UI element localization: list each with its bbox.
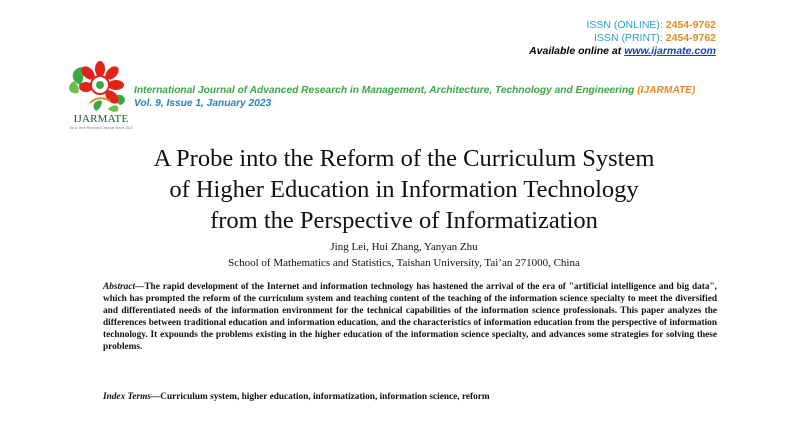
journal-volume: Vol. 9, Issue 1, January 2023 <box>134 98 272 109</box>
issn-print-label: ISSN (PRINT): <box>594 32 666 44</box>
journal-name-line <box>134 84 695 97</box>
issn-online <box>529 19 716 32</box>
flower-logo-icon <box>66 55 136 115</box>
journal-abbreviation: (IJARMATE) <box>637 85 696 96</box>
journal-website-link[interactable]: www.ijarmate.com <box>624 45 716 57</box>
index-terms-heading: Index Terms <box>103 392 151 402</box>
index-terms-text: —Curriculum system, higher education, informatization, information science, reform <box>150 392 490 402</box>
journal-name: International Journal of Advanced Research in Management, Architecture, Technology and Engineering <box>134 85 638 96</box>
paper-authors: Jing Lei, Hui Zhang, Yanyan Zhu <box>330 241 478 253</box>
issn-online-value: 2454-9762 <box>665 19 716 31</box>
title-line: of Higher Education in Information Technology <box>169 176 639 203</box>
journal-logo <box>66 55 136 135</box>
available-online-label: Available online at <box>529 45 625 57</box>
logo-brand-text: IJARMATE <box>73 113 129 125</box>
issn-print <box>529 32 716 45</box>
paper-affiliation: School of Mathematics and Statistics, Taishan University, Tai’an 271000, China <box>228 257 580 269</box>
abstract-text: —The rapid development of the Internet and information technology has hastened the arrival of the era of "artificial intelligence and big data", which has prompted the reform of the curriculum system and teaching content of the teaching of the information science specialty to meet the diversified and differentiated needs of the information environment for the technical capabilities of the information science professionals. This paper analyzes the differences between traditional education and information education, and the characteristics of information education from the perspective of information technology. It expounds the problems existing in the higher education of the information science specialty, and advances some strategies for solving these problems. <box>103 282 717 352</box>
title-line: from the Perspective of Informatization <box>210 207 598 234</box>
journal-info <box>134 84 695 110</box>
issn-block <box>529 19 716 58</box>
issn-online-label: ISSN (ONLINE): <box>586 19 666 31</box>
issn-print-value: 2454-9762 <box>665 32 716 44</box>
title-line: A Probe into the Reform of the Curriculum System <box>153 145 655 172</box>
abstract-paragraph <box>103 281 717 353</box>
index-terms <box>103 391 717 403</box>
available-online <box>529 45 716 58</box>
paper-title <box>40 143 768 236</box>
logo-tagline: Sci & Tech Research Journal Since 2015 <box>69 126 133 130</box>
abstract-heading: Abstract <box>103 282 136 292</box>
